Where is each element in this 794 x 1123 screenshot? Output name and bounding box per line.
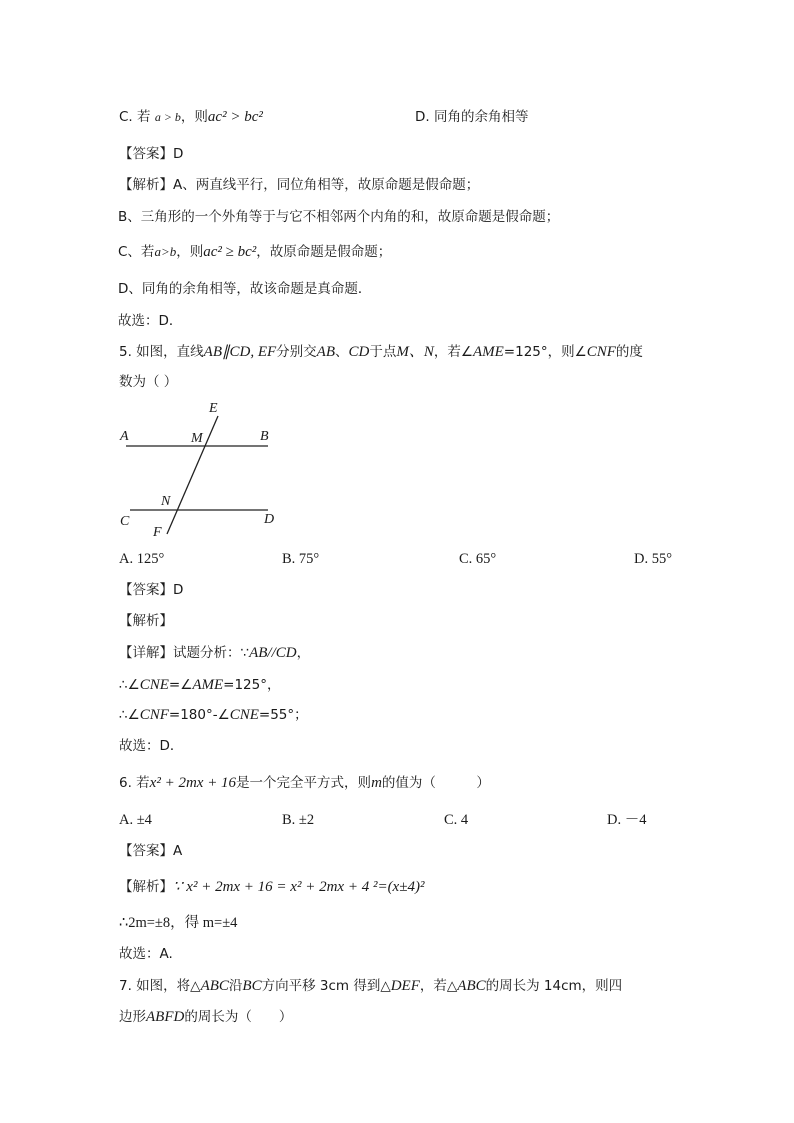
q5-option-c: C. 65° — [459, 551, 497, 567]
q4-option-c: C. 若 a > b，则ac² > bc² — [119, 109, 263, 125]
q5-option-b: B. 75° — [282, 551, 320, 567]
label-c: C — [120, 514, 130, 529]
q7-stem-line1: 7. 如图，将△ABC沿BC方向平移 3cm 得到△DEF，若△ABC的周长为 14cm，则四 — [119, 978, 623, 994]
q6-answer: 【答案】A — [119, 843, 183, 859]
q4-analysis-a: 【解析】A、两直线平行，同位角相等，故原命题是假命题； — [119, 177, 480, 193]
q5-step2: ∴∠CNF=180°-∠CNE=55°； — [119, 707, 308, 723]
label-m: M — [191, 431, 203, 446]
q6-option-b: B. ±2 — [282, 812, 315, 828]
q5-answer: 【答案】D — [119, 582, 184, 598]
q6-option-a: A. ±4 — [119, 812, 152, 828]
q4-option-d: D. 同角的余角相等 — [415, 109, 529, 125]
q5-detail: 【详解】试题分析：∵AB//CD， — [119, 645, 311, 661]
q6-option-d: D. －4 — [607, 812, 647, 828]
inequality: ac² > bc² — [207, 109, 263, 125]
q6-option-c: C. 4 — [444, 812, 469, 828]
q6-analysis: 【解析】∵ x² + 2mx + 16 = x² + 2mx + 4 ²=(x±4)² — [119, 879, 425, 895]
q5-choose: 故选：D． — [119, 738, 184, 754]
q5-analysis: 【解析】 — [119, 613, 173, 629]
q5-step1: ∴∠CNE=∠AME=125°， — [119, 677, 281, 693]
label-f: F — [153, 525, 162, 538]
q4-analysis-b: B、三角形的一个外角等于与它不相邻两个内角的和，故原命题是假命题； — [118, 209, 560, 225]
q4-analysis-d: D、同角的余角相等，故该命题是真命题． — [118, 281, 372, 297]
q4-analysis-c: C、若a>b，则ac² ≥ bc²，故原命题是假命题； — [118, 244, 392, 260]
q6-stem: 6. 若x² + 2mx + 16是一个完全平方式，则m的值为（ ） — [119, 775, 490, 791]
label-e: E — [209, 401, 218, 416]
parallel-lines-diagram — [112, 396, 292, 538]
q6-choose: 故选：A. — [119, 946, 173, 962]
q6-step: ∴2m=±8，得 m=±4 — [119, 915, 238, 931]
q4-choose: 故选：D． — [118, 313, 183, 329]
q5-stem-line1: 5. 如图，直线AB∥CD, EF分别交AB、CD于点M、N，若∠AME=125°，则∠CNF的度 — [119, 344, 643, 360]
q5-option-a: A. 125° — [119, 551, 165, 567]
label-b: B — [260, 429, 269, 444]
label-d: D — [264, 512, 275, 527]
label-a: A — [120, 429, 129, 444]
q5-option-d: D. 55° — [634, 551, 673, 567]
q5-stem-line2: 数为（ ） — [119, 374, 178, 390]
label-n: N — [161, 494, 171, 509]
q4-answer: 【答案】D — [119, 146, 184, 162]
q7-stem-line2: 边形ABFD的周长为（ ） — [119, 1009, 293, 1025]
